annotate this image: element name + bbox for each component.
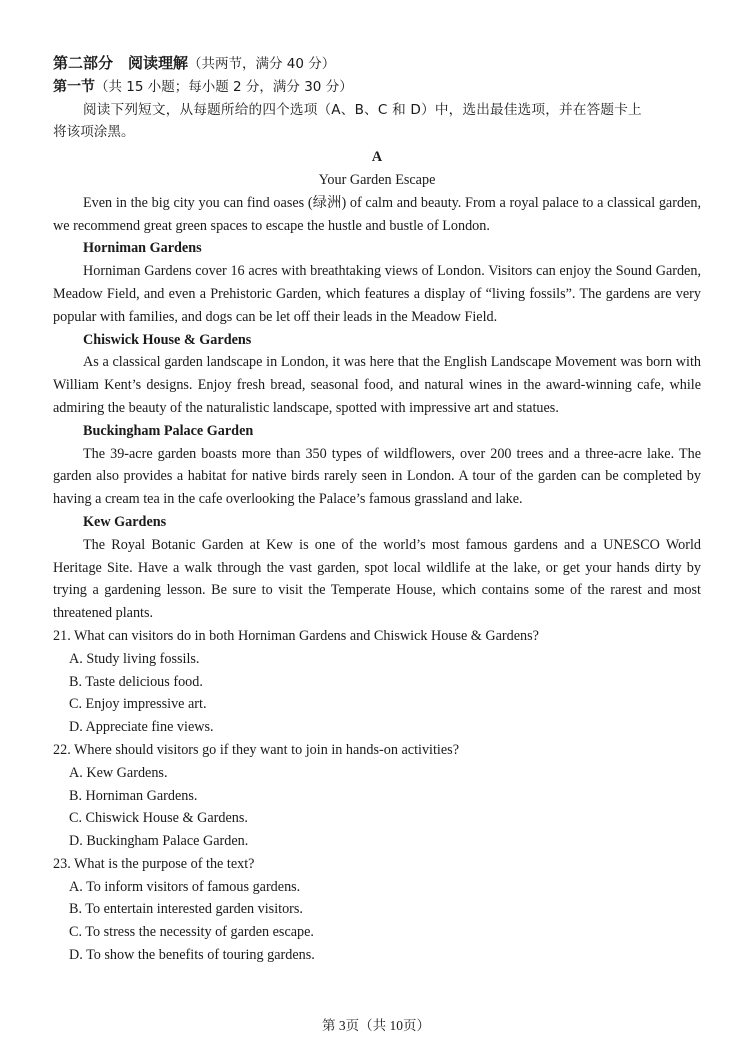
- section-header: [53, 76, 701, 99]
- section-heading-buckingham: Buckingham Palace Garden: [83, 422, 254, 439]
- section-note: （共 15 小题；每小题 2 分，满分 30 分）: [95, 78, 353, 95]
- option-b[interactable]: B. To entertain interested garden visitors.: [69, 901, 303, 918]
- section-body-horniman: Horniman Gardens cover 16 acres with breathtaking views of London. Visitors can enjoy the Sound Garden, Meadow Field, and even a Prehistoric Garden, which features a display of “living fossils”. The gardens are very popular with families, and dogs can be let off their leads in the Meadow Field.: [53, 263, 701, 325]
- option-a[interactable]: A. Study living fossils.: [69, 650, 200, 667]
- option-c[interactable]: C. To stress the necessity of garden escape.: [69, 924, 314, 941]
- part-note: （共两节，满分 40 分）: [188, 56, 336, 72]
- part-title: 第二部分 阅读理解: [53, 54, 189, 72]
- question-21: [53, 625, 701, 739]
- question-stem: 23. What is the purpose of the text?: [53, 855, 255, 872]
- section-title: 第一节: [53, 78, 95, 95]
- option-a[interactable]: A. To inform visitors of famous gardens.: [69, 878, 301, 895]
- section-body-kew: The Royal Botanic Garden at Kew is one of the world’s most famous gardens and a UNESCO World Heritage Site. Have a walk through the vast garden, spot local wildlife at the lake, or get your hands dirty by trying a gardening lesson. Be sure to visit the Temperate House, which contains some of the rarest and most threatened plants.: [53, 536, 701, 622]
- section-body-chiswick: As a classical garden landscape in London, it was here that the English Landscape Movement was born with William Kent’s designs. Enjoy fresh bread, seasonal food, and natural wines in the award-winning cafe, while admiring the beauty of the naturalistic landscape, spotted with impressive art and statues.: [53, 354, 701, 416]
- part-header: [53, 52, 701, 76]
- passage-letter: A: [371, 149, 383, 166]
- option-b[interactable]: B. Taste delicious food.: [69, 673, 203, 690]
- question-stem: 22. Where should visitors go if they want to join in hands-on activities?: [53, 741, 459, 758]
- section-heading-kew: Kew Gardens: [83, 513, 167, 530]
- section-heading-chiswick: Chiswick House & Gardens: [83, 331, 252, 348]
- question-23: [53, 853, 701, 967]
- instruction-line-2: 将该项涂黑。: [53, 124, 135, 141]
- question-22: [53, 739, 701, 853]
- option-d[interactable]: D. Buckingham Palace Garden.: [69, 833, 249, 850]
- section-body-buckingham: The 39-acre garden boasts more than 350 types of wildflowers, over 200 trees and a three-acre lake. The garden also provides a habitat for native birds rarely seen in London. A tour of the garden can be completed by having a cream tea in the cafe overlooking the Palace’s famous grassland and lake.: [53, 445, 701, 508]
- section-heading-horniman: Horniman Gardens: [83, 240, 202, 257]
- passage-intro: Even in the big city you can find oases (绿洲) of calm and beauty. From a royal palace to a classical garden, we recommend great green spaces to escape the hustle and bustle of London.: [53, 194, 701, 234]
- exam-page: [53, 52, 701, 967]
- option-d[interactable]: D. To show the benefits of touring gardens.: [69, 947, 315, 964]
- option-b[interactable]: B. Horniman Gardens.: [69, 787, 198, 804]
- option-c[interactable]: C. Chiswick House & Gardens.: [69, 810, 248, 827]
- option-c[interactable]: C. Enjoy impressive art.: [69, 696, 207, 713]
- instruction-line-1: 阅读下列短文，从每题所给的四个选项（A、B、C 和 D）中，选出最佳选项，并在答题卡上: [83, 101, 642, 118]
- page-number-footer: 第 3页（共 10页）: [322, 1018, 430, 1033]
- question-stem: 21. What can visitors do in both Horniman Gardens and Chiswick House & Gardens?: [53, 627, 539, 644]
- option-d[interactable]: D. Appreciate fine views.: [69, 719, 214, 736]
- option-a[interactable]: A. Kew Gardens.: [69, 764, 168, 781]
- passage-title: Your Garden Escape: [318, 171, 436, 188]
